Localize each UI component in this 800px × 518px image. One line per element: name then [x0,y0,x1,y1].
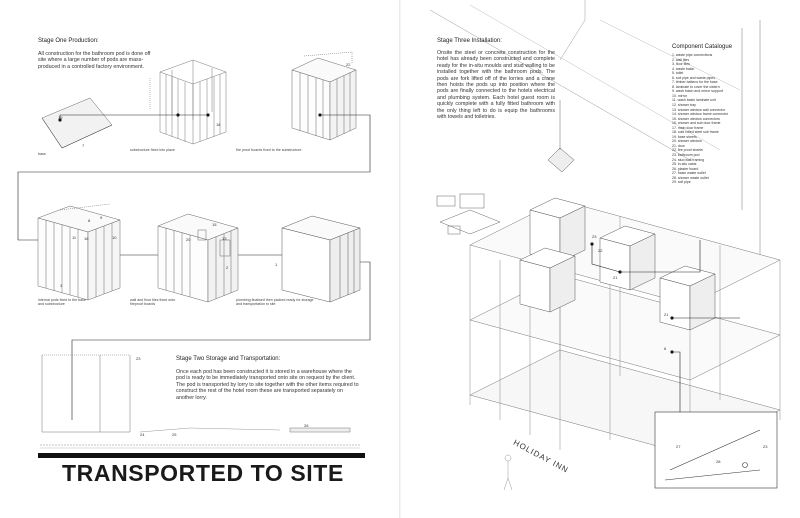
catalogue-item: 5. toilet [672,71,684,76]
catalogue-item: 25. in-situ casts [672,162,697,167]
callout-3: 3 [60,283,63,288]
callout-9: 9 [100,215,103,220]
stage-three-body: Onsite the steel or concrete construction for the hotel has already been constructed and complete ready for the in-situ moulds and stud walling to be installed together with the bathroom pods. The pods are fork lifted off of the lorries and a crane then hoists the pods up into position where the pods are finally connected to the hotels electrical and plumbing system. Each hotel guest room is quickly complete with a fully fitted bathroom with the only thing left to do is equip the bathrooms with towels and toiletries. [437,50,555,121]
callout-23: 23 [136,356,141,361]
stage-one-body: All construction for the bathroom pod is done off site where a large number of pods are mass-produced in a controlled factory environment. [38,51,151,70]
catalogue-item: 9. wash basin and mirror support [672,89,723,94]
catalogue-item: 12. shower tray [672,103,696,108]
callout-24: 24 [140,432,145,437]
callout-22: 22 [346,62,351,67]
catalogue-item: 7. timber battens for the base [672,80,718,85]
catalogue-item: 20. shower window [672,139,702,144]
catalogue-item: 22. fire proof sheets [672,148,703,153]
catalogue-list [672,53,772,185]
catalogue-item: 11. wash basin laminate unit [672,98,716,103]
catalogue-item: 19. base sheets [672,134,697,139]
callout-28: 28 [716,459,721,464]
catalogue-item: 26. plaster board [672,166,699,171]
catalogue-item: 16. shower and sub door frame [672,121,721,126]
catalogue-item: 29. soil pipe [672,180,691,185]
label-fire-proof: fire proof boards fixed to the substructure [236,148,302,152]
catalogue-item: 6. soil pipe and waste pipes [672,75,715,80]
stage-one-heading: Stage One Production: [38,38,99,44]
callout-18: 18 [216,122,221,127]
catalogue-item: 1. waste pipe connections [672,53,713,57]
stage-three-heading: Stage Three Installation: [437,38,502,44]
catalogue-heading: Component Catalogue [672,44,733,50]
label-wall-floor-tiles: wall and floor tiles fixed onto fireproof boards [130,298,176,307]
stage-two-heading: Stage Two Storage and Transportation: [176,356,281,362]
catalogue-item: 28. shower waste outlet [672,175,709,180]
callout-15: 15 [212,222,217,227]
catalogue-item: 10. mirror [672,93,687,98]
callout-10: 10 [112,235,117,240]
stage-two-body: Once each pod has been constructed it is stored in a warehouse where the pod is ready to be immediately transported onto site on request by the client. The pod is transported by lorry to site together with the other items required to construct the rest of the hotel room these are transported separately on another lorry. [176,369,359,401]
tiles-pod-drawing [158,214,238,302]
catalogue-item: 21. door [672,143,685,148]
internal-pods-drawing [38,204,120,300]
callout-2: 2 [226,265,229,270]
catalogue-item: 27. basin waste outlet [672,171,706,176]
callout-1: 1 [275,262,278,267]
callout-6: 6 [664,346,667,351]
base-sheet-drawing [42,98,112,148]
catalogue-item: 2. wall tiles [672,57,690,62]
callout-23c: 23 [763,444,768,449]
callout-13: 13 [222,236,227,241]
callout-22b: 22 [598,248,603,253]
catalogue-item: 18. cold rolled steel sub frame [672,130,719,135]
callout-16: 16 [84,236,89,241]
callout-21b: 21 [664,312,669,317]
callout-21: 21 [613,275,618,280]
hotel-sign: HOLIDAY INN [511,438,571,475]
callout-7: 7 [82,143,85,148]
callout-8: 8 [88,218,91,223]
title-banner [38,453,365,458]
component-catalogue [672,44,772,185]
catalogue-item: 13. shower window wall connector [672,107,726,112]
label-internal-pods: internal pods fixed to the base and substructure [38,298,86,307]
catalogue-item: 3. floor tiles [672,62,690,67]
substructure-drawing [150,60,226,144]
waste-outlet-detail [655,412,777,488]
label-plumbing: plumbing finalised then packed ready for storage and transportation to site [236,298,314,307]
finished-pod-drawing [282,216,360,302]
callout-25: 25 [172,432,177,437]
callout-19: 19 [58,115,63,120]
label-base: base [38,152,46,156]
callout-23b: 23 [592,234,597,239]
callout-26: 26 [304,423,309,428]
catalogue-item: 14. shower window frame connector [672,112,729,117]
catalogue-item: 8. laminate to cover the cistern [672,84,720,89]
catalogue-item: 15. shower window connectors [672,116,720,121]
page-title: TRANSPORTED TO SITE [62,460,344,486]
catalogue-item: 23. bathroom pod [672,153,700,158]
callout-11: 11 [72,235,77,240]
catalogue-item: 24. stud wall framing [672,157,705,162]
callout-27: 27 [676,444,681,449]
catalogue-item: 4. waste basin [672,66,695,71]
callout-20: 20 [186,237,191,242]
catalogue-item: 17. main door frame [672,125,704,130]
label-substructure: substructure fixed into place [130,148,175,152]
